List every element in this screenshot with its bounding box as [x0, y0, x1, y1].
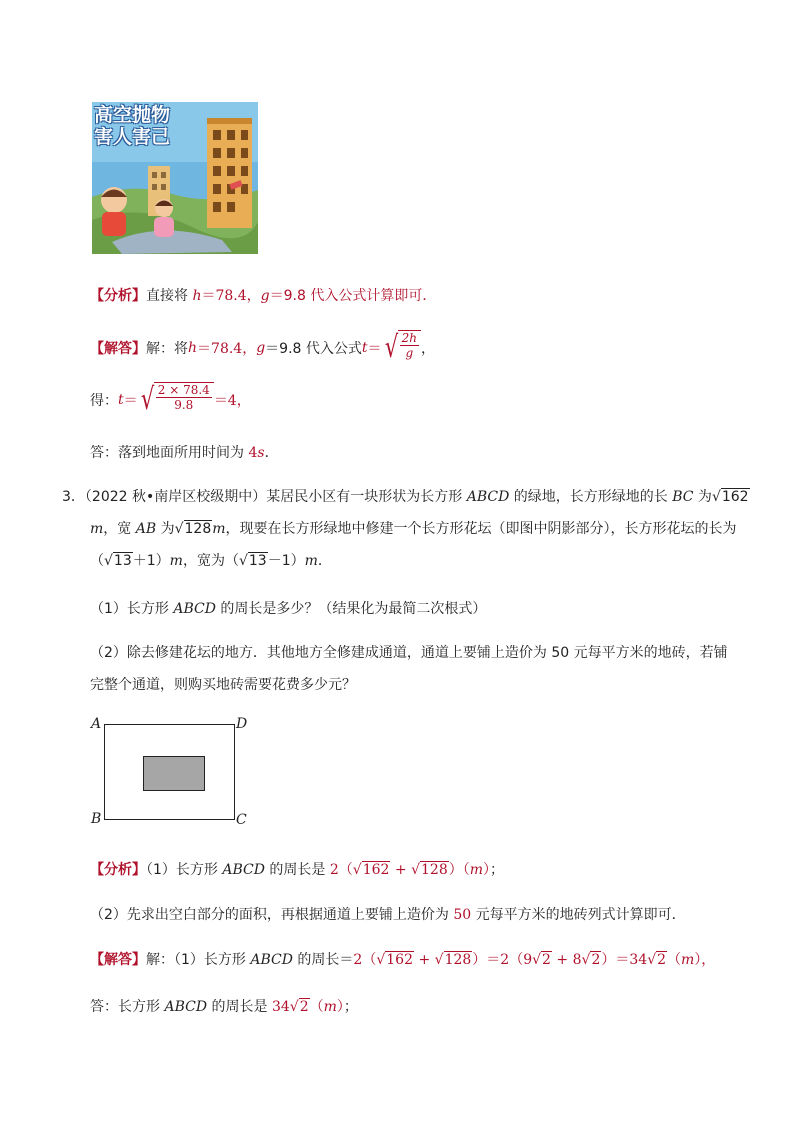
q3-line2 — [90, 518, 737, 538]
text: 元每平方米的地砖列式计算即可． — [471, 907, 686, 923]
q2-solution — [90, 330, 436, 365]
ab: AB — [135, 521, 157, 537]
radicand: 13 — [113, 553, 132, 569]
text: 解：（1）长方形 — [146, 952, 251, 968]
text: （1）长方形 — [90, 601, 174, 617]
math: （ — [667, 952, 682, 968]
math: ）＝2（9 — [472, 952, 533, 968]
bc: BC — [672, 489, 694, 505]
poster-title — [94, 104, 170, 148]
result-numerator: 2 × 78.4 — [157, 383, 210, 397]
text: 答：落到地面所用时间为 — [90, 445, 249, 461]
math: 2（ — [353, 952, 377, 968]
punct: ， — [421, 341, 436, 357]
value: 4 — [248, 445, 258, 461]
text: （ — [90, 553, 104, 569]
analysis-tag: 【分析】 — [90, 288, 146, 304]
sqrt-162: √162 — [352, 862, 390, 878]
text: ＝9.8 代入公式 — [265, 341, 362, 357]
poster-title-line1: 高空抛物 — [94, 104, 171, 126]
flowerbed-shaded — [143, 756, 205, 791]
sqrt-2: √2 — [647, 952, 667, 968]
q2-answer — [90, 442, 279, 462]
sqrt-128: √128 — [174, 521, 212, 537]
text: 得： — [90, 393, 118, 409]
q2-analysis — [90, 285, 436, 305]
formula-sqrt: √ $\frac{2h}{g}$ — [382, 330, 422, 366]
text: 3．（2022 秋•南岸区校级期中）某居民小区有一块形状为长方形 — [62, 489, 467, 505]
text: 直接将 — [146, 288, 193, 304]
analysis-tag: 【分析】 — [90, 862, 146, 878]
sqrt-13: √13 — [238, 553, 267, 569]
poster-title-line2: 害人害己 — [94, 126, 171, 148]
text: ，宽 — [103, 521, 136, 537]
text: 为 — [156, 521, 175, 537]
punct: ． — [264, 445, 279, 461]
radicand: 2 — [542, 952, 551, 968]
equals: ＝ — [123, 393, 138, 409]
abcd: ABCD — [173, 601, 216, 617]
math: ）（ — [448, 862, 470, 878]
math: + 8 — [551, 952, 582, 968]
text: ，宽为（ — [182, 553, 239, 569]
q3-sub1 — [90, 598, 486, 618]
var-g: g — [256, 340, 266, 356]
vertex-d: D — [236, 716, 248, 732]
sqrt-128: √128 — [434, 952, 472, 968]
unit-m: m — [681, 952, 695, 968]
var-t: t — [118, 392, 124, 408]
sqrt-2: √2 — [581, 952, 601, 968]
result-value: ＝4， — [213, 393, 251, 409]
var-t: t — [361, 340, 368, 356]
sqrt-2: √2 — [532, 952, 551, 968]
q2-result — [90, 383, 251, 417]
abcd: ABCD — [164, 999, 208, 1015]
unit-m: m — [323, 999, 337, 1015]
text: 的周长＝ — [292, 952, 354, 968]
abcd: ABCD — [222, 862, 265, 878]
radicand: 128 — [184, 521, 212, 537]
radicand: 13 — [248, 553, 267, 569]
math: 34 — [271, 999, 290, 1015]
plus: + — [390, 862, 412, 878]
abcd: ABCD — [466, 489, 510, 505]
math: （ — [309, 999, 324, 1015]
text: （2）先求出空白部分的面积，再根据通道上要铺上造价为 — [90, 907, 454, 923]
unit-m: m — [169, 553, 183, 569]
radicand: 162 — [386, 952, 413, 968]
text: 答：长方形 — [90, 999, 165, 1015]
var-g: g — [260, 288, 270, 304]
poster-illustration — [92, 102, 258, 254]
unit-m: m — [90, 521, 104, 537]
result-denominator: 9.8 — [174, 398, 194, 412]
text: 为 — [693, 489, 712, 505]
q3-solution — [90, 949, 715, 969]
math: 2（ — [329, 862, 353, 878]
math: ）＝34 — [601, 952, 648, 968]
text: 的绿地，长方形绿地的长 — [509, 489, 673, 505]
unit: s — [257, 445, 265, 461]
q3-analysis-1 — [90, 859, 504, 879]
value: ＝78.4， — [201, 288, 261, 304]
text: （1）长方形 — [146, 862, 223, 878]
radicand: 2 — [299, 999, 309, 1015]
unit-m: m — [469, 862, 484, 878]
q3-sub2-line1: （2）除去修建花坛的地方．其他地方全修建成通道，通道上要铺上造价为 50 元每平方米的地砖，若铺 — [90, 645, 728, 661]
sqrt-2: √2 — [289, 999, 309, 1015]
rectangle-figure — [90, 716, 260, 831]
radicand: 128 — [421, 862, 448, 878]
sqrt-128: √128 — [411, 862, 448, 878]
value: 50 — [453, 907, 472, 923]
formula-denominator: g — [405, 346, 414, 360]
solution-tag: 【解答】 — [90, 341, 146, 357]
formula-numerator: 2h — [401, 331, 418, 345]
value: ＝78.4， — [197, 341, 257, 357]
punct: ； — [490, 862, 505, 878]
equals: ＝ — [367, 341, 382, 357]
text: －1） — [267, 553, 305, 569]
math: ） — [483, 862, 491, 878]
text: 解：将 — [146, 341, 188, 357]
q3-line1 — [62, 486, 750, 506]
radicand: 2 — [657, 952, 667, 968]
math: ） — [336, 999, 344, 1015]
punct: ． — [317, 553, 332, 569]
sqrt-13: √13 — [104, 553, 132, 569]
var-h: h — [192, 288, 202, 304]
radicand: 162 — [721, 489, 749, 505]
text: ＝9.8 代入公式计算即可． — [269, 288, 437, 304]
radicand: 2 — [591, 952, 601, 968]
vertex-a: A — [91, 716, 102, 732]
radicand: 162 — [362, 862, 390, 878]
q3-line3 — [90, 550, 332, 570]
punct: ； — [343, 999, 358, 1015]
q3-analysis-2 — [90, 904, 686, 924]
vertex-c: C — [236, 812, 247, 828]
abcd: ABCD — [250, 952, 293, 968]
text: ＋1） — [132, 553, 170, 569]
text: ，现要在长方形绿地中修建一个长方形花坛（即图中阴影部分），长方形花坛的长为 — [225, 521, 737, 537]
text: 的周长是多少？（结果化为最简二次根式） — [215, 601, 487, 617]
text: 的周长是 — [207, 999, 272, 1015]
math: ）， — [694, 952, 716, 968]
solution-tag: 【解答】 — [90, 952, 146, 968]
sqrt-162: √162 — [376, 952, 413, 968]
vertex-b: B — [91, 811, 102, 827]
q3-answer — [90, 996, 358, 1016]
text: 的周长是 — [264, 862, 330, 878]
var-h: h — [188, 340, 198, 356]
radicand: 128 — [444, 952, 472, 968]
plus: + — [414, 952, 435, 968]
unit-m: m — [304, 553, 318, 569]
result-sqrt: √ $\frac{2 \times 78.4}{9.8}$ — [138, 382, 214, 418]
q3-sub2-line2: 完整个通道，则购买地砖需要花费多少元？ — [90, 677, 356, 693]
unit-m: m — [212, 521, 226, 537]
sqrt-162: √162 — [711, 489, 749, 505]
